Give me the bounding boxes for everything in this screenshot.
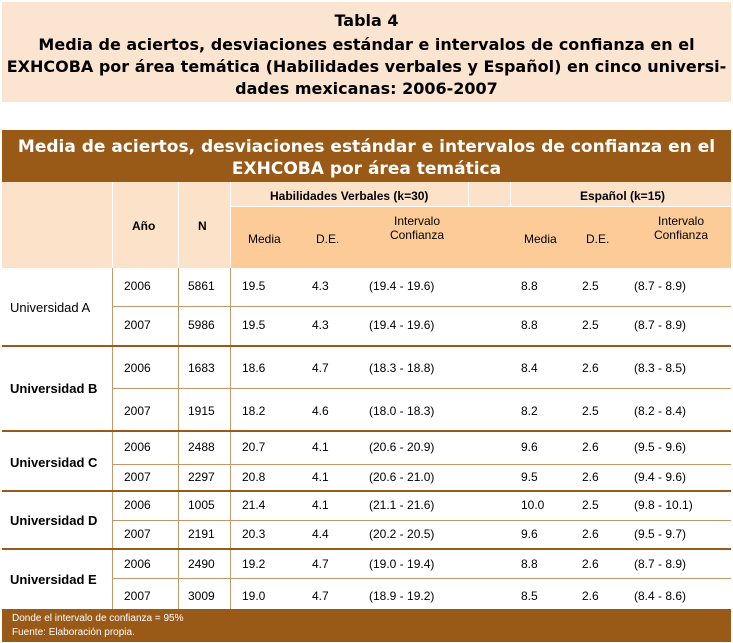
cell-es-media: 8.8 bbox=[521, 279, 538, 293]
caption-line-2: Media de aciertos, desviaciones estándar e intervalos de confianza en el bbox=[38, 35, 695, 54]
caption-line-1: Tabla 4 bbox=[334, 11, 399, 30]
footer-source: Fuente: Elaboración propia. bbox=[12, 627, 135, 638]
cell-hv-de: 4.7 bbox=[312, 589, 329, 603]
cell-es-de: 2.6 bbox=[582, 470, 599, 484]
cell-year: 2006 bbox=[124, 498, 151, 512]
cell-hv-de: 4.3 bbox=[312, 279, 329, 293]
cell-hv-de: 4.1 bbox=[312, 440, 329, 454]
cell-es-media: 8.5 bbox=[521, 589, 538, 603]
cell-es-media: 8.2 bbox=[521, 404, 538, 418]
header-hv-de: D.E. bbox=[316, 232, 340, 246]
cell-hv-de: 4.7 bbox=[312, 557, 329, 571]
header-es-ic bbox=[649, 214, 713, 242]
cell-year: 2006 bbox=[124, 557, 151, 571]
banner-line-1: Media de aciertos, desviaciones estándar e intervalos de confianza en el bbox=[17, 137, 716, 157]
header-hv-ic-line2: Confianza bbox=[389, 228, 445, 242]
cell-hv-media: 20.8 bbox=[242, 470, 266, 484]
header-es-media: Media bbox=[524, 232, 557, 246]
cell-n: 3009 bbox=[188, 589, 215, 603]
header-es-ic-line2: Confianza bbox=[653, 228, 709, 242]
cell-hv-de: 4.1 bbox=[312, 470, 329, 484]
cell-year: 2006 bbox=[124, 361, 151, 375]
cell-hv-ic: (20.2 - 20.5) bbox=[369, 527, 435, 541]
cell-es-ic: (8.7 - 8.9) bbox=[634, 318, 687, 332]
cell-hv-media: 18.6 bbox=[242, 361, 266, 375]
caption-line-3: EXHCOBA por área temática (Habilidades verbales y Español) en cinco universi- bbox=[6, 57, 727, 76]
cell-es-media: 8.8 bbox=[521, 318, 538, 332]
header-hv-ic-line1: Intervalo bbox=[393, 214, 441, 228]
cell-n: 5861 bbox=[188, 279, 215, 293]
cell-es-ic: (8.2 - 8.4) bbox=[634, 404, 687, 418]
cell-es-media: 10.0 bbox=[521, 498, 545, 512]
header-n: N bbox=[198, 219, 207, 233]
cell-hv-ic: (19.4 - 19.6) bbox=[369, 318, 435, 332]
cell-es-ic: (8.4 - 8.6) bbox=[634, 589, 687, 603]
cell-year: 2006 bbox=[124, 279, 151, 293]
university-b-label: Universidad B bbox=[10, 381, 98, 396]
cell-hv-media: 19.2 bbox=[242, 557, 266, 571]
cell-hv-ic: (19.0 - 19.4) bbox=[369, 557, 435, 571]
cell-hv-ic: (20.6 - 21.0) bbox=[369, 470, 435, 484]
header-es-group: Español (k=15) bbox=[580, 189, 666, 203]
header-hv-media: Media bbox=[248, 232, 281, 246]
table-footer bbox=[2, 609, 731, 642]
header-year: Año bbox=[132, 219, 156, 233]
cell-year: 2006 bbox=[124, 440, 151, 454]
cell-hv-media: 19.5 bbox=[242, 279, 266, 293]
cell-hv-media: 18.2 bbox=[242, 404, 266, 418]
header-hv-group: Habilidades Verbales (k=30) bbox=[270, 189, 429, 203]
university-c-label: Universidad C bbox=[10, 455, 98, 470]
cell-n: 2191 bbox=[188, 527, 215, 541]
cell-year: 2007 bbox=[124, 589, 151, 603]
cell-year: 2007 bbox=[124, 404, 151, 418]
cell-year: 2007 bbox=[124, 527, 151, 541]
cell-hv-media: 19.0 bbox=[242, 589, 266, 603]
cell-es-ic: (8.7 - 8.9) bbox=[634, 557, 687, 571]
cell-year: 2007 bbox=[124, 318, 151, 332]
cell-hv-media: 20.3 bbox=[242, 527, 266, 541]
banner-line-2: EXHCOBA por área temática bbox=[231, 159, 502, 179]
cell-hv-media: 20.7 bbox=[242, 440, 266, 454]
university-e-label: Universidad E bbox=[10, 572, 97, 587]
cell-n: 1005 bbox=[188, 498, 215, 512]
cell-n: 2488 bbox=[188, 440, 215, 454]
cell-hv-ic: (18.3 - 18.8) bbox=[369, 361, 435, 375]
cell-es-media: 9.6 bbox=[521, 440, 538, 454]
cell-n: 5986 bbox=[188, 318, 215, 332]
cell-es-media: 8.8 bbox=[521, 557, 538, 571]
cell-hv-de: 4.1 bbox=[312, 498, 329, 512]
cell-hv-de: 4.6 bbox=[312, 404, 329, 418]
cell-es-media: 9.5 bbox=[521, 470, 538, 484]
cell-n: 2490 bbox=[188, 557, 215, 571]
cell-es-ic: (9.8 - 10.1) bbox=[634, 498, 693, 512]
university-a-label: Universidad A bbox=[10, 300, 91, 315]
cell-es-de: 2.6 bbox=[582, 440, 599, 454]
cell-es-de: 2.6 bbox=[582, 589, 599, 603]
footer-note: Donde el intervalo de confianza = 95% bbox=[12, 613, 184, 624]
cell-n: 1915 bbox=[188, 404, 215, 418]
cell-es-ic: (9.5 - 9.6) bbox=[634, 440, 687, 454]
cell-es-de: 2.6 bbox=[582, 527, 599, 541]
cell-hv-media: 19.5 bbox=[242, 318, 266, 332]
cell-hv-de: 4.4 bbox=[312, 527, 329, 541]
cell-n: 2297 bbox=[188, 470, 215, 484]
column-header bbox=[2, 182, 731, 268]
cell-es-ic: (8.7 - 8.9) bbox=[634, 279, 687, 293]
cell-es-de: 2.5 bbox=[582, 279, 599, 293]
cell-es-de: 2.6 bbox=[582, 557, 599, 571]
cell-es-de: 2.5 bbox=[582, 498, 599, 512]
cell-hv-ic: (18.9 - 19.2) bbox=[369, 589, 435, 603]
cell-hv-ic: (18.0 - 18.3) bbox=[369, 404, 435, 418]
cell-hv-ic: (20.6 - 20.9) bbox=[369, 440, 435, 454]
cell-year: 2007 bbox=[124, 470, 151, 484]
cell-es-de: 2.6 bbox=[582, 361, 599, 375]
university-d-label: Universidad D bbox=[10, 513, 98, 528]
cell-es-ic: (9.4 - 9.6) bbox=[634, 470, 687, 484]
cell-hv-ic: (21.1 - 21.6) bbox=[369, 498, 435, 512]
header-es-de: D.E. bbox=[586, 232, 610, 246]
cell-hv-ic: (19.4 - 19.6) bbox=[369, 279, 435, 293]
cell-hv-de: 4.3 bbox=[312, 318, 329, 332]
cell-hv-de: 4.7 bbox=[312, 361, 329, 375]
caption-line-4: dades mexicanas: 2006-2007 bbox=[235, 79, 498, 98]
cell-hv-media: 21.4 bbox=[242, 498, 266, 512]
cell-n: 1683 bbox=[188, 361, 215, 375]
cell-es-de: 2.5 bbox=[582, 318, 599, 332]
table-caption bbox=[2, 2, 731, 102]
cell-es-ic: (9.5 - 9.7) bbox=[634, 527, 687, 541]
cell-es-media: 9.6 bbox=[521, 527, 538, 541]
table-banner bbox=[2, 130, 731, 182]
cell-es-de: 2.5 bbox=[582, 404, 599, 418]
cell-es-media: 8.4 bbox=[521, 361, 538, 375]
cell-es-ic: (8.3 - 8.5) bbox=[634, 361, 687, 375]
header-hv-ic bbox=[387, 214, 447, 242]
header-es-ic-line1: Intervalo bbox=[657, 214, 705, 228]
